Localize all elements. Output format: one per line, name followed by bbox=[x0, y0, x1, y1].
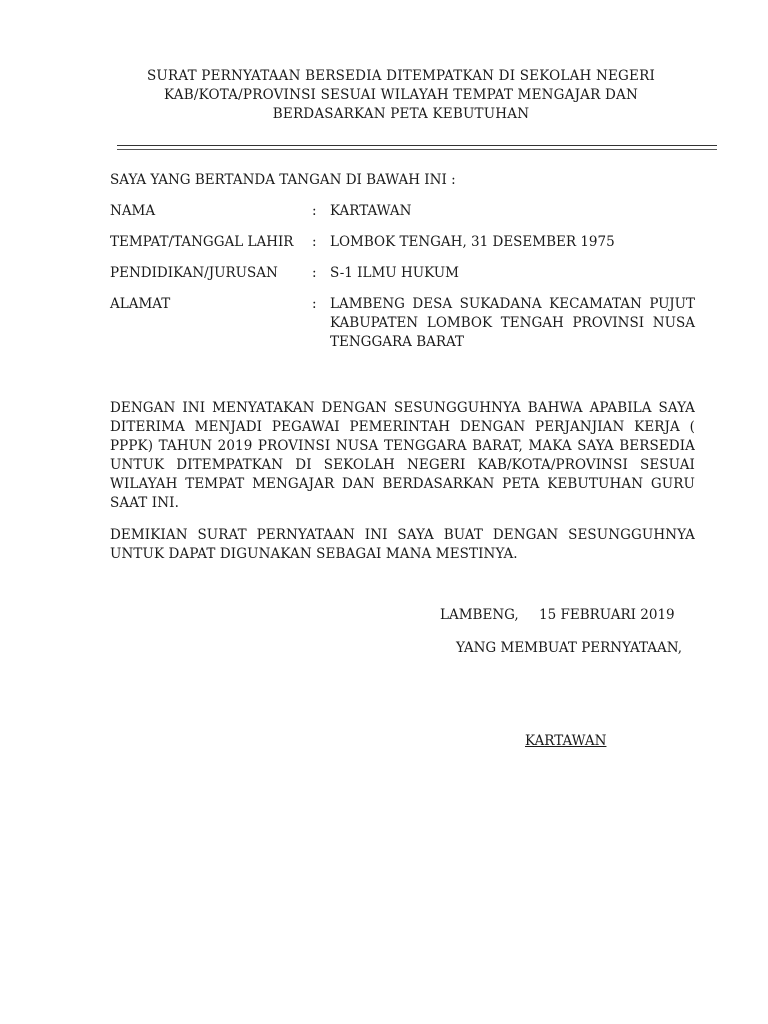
closing-paragraph: DEMIKIAN SURAT PERNYATAAN INI SAYA BUAT DENGAN SESUNGGUHNYA UNTUK DAPAT DIGUNAKAN SEBAGAI MANA MESTINYA. bbox=[110, 527, 695, 562]
title-line-2: KAB/KOTA/PROVINSI SESUAI WILAYAH TEMPAT MENGAJAR DAN bbox=[164, 87, 638, 103]
header-divider-top bbox=[117, 145, 717, 146]
field-colon: : bbox=[312, 296, 317, 312]
field-label-address: ALAMAT bbox=[110, 296, 171, 312]
title-line-3: BERDASARKAN PETA KEBUTUHAN bbox=[272, 106, 530, 122]
field-label-birth: TEMPAT/TANGGAL LAHIR bbox=[110, 234, 294, 250]
signature-maker-label: YANG MEMBUAT PERNYATAAN, bbox=[456, 640, 682, 656]
field-colon: : bbox=[312, 234, 317, 250]
signature-date: 15 FEBRUARI 2019 bbox=[539, 607, 675, 623]
field-value-birth: LOMBOK TENGAH, 31 DESEMBER 1975 bbox=[330, 234, 615, 250]
document-title bbox=[100, 67, 702, 124]
title-line-1: SURAT PERNYATAAN BERSEDIA DITEMPATKAN DI SEKOLAH NEGERI bbox=[146, 68, 655, 84]
field-label-education: PENDIDIKAN/JURUSAN bbox=[110, 265, 278, 281]
header-divider-bottom bbox=[117, 149, 717, 150]
field-colon: : bbox=[312, 203, 317, 219]
statement-paragraph: DENGAN INI MENYATAKAN DENGAN SESUNGGUHNYA BAHWA APABILA SAYA DITERIMA MENJADI PEGAWAI PEMERINTAH DENGAN PERJANJIAN KERJA ( PPPK) TAHUN 2019 PROVINSI NUSA TENGGARA BARAT, MAKA SAYA BERSEDIA UNTUK DITEMPATKAN DI SEKOLAH NEGERI KAB/KOTA/PROVINSI SESUAI WILAYAH TEMPAT MENGAJAR DAN BERDASARKAN PETA KEBUTUHAN GURU SAAT INI. bbox=[110, 400, 695, 511]
signature-name: KARTAWAN bbox=[525, 733, 607, 749]
field-colon: : bbox=[312, 265, 317, 281]
field-value-address: LAMBENG DESA SUKADANA KECAMATAN PUJUT KABUPATEN LOMBOK TENGAH PROVINSI NUSA TENGGARA BARAT bbox=[330, 296, 695, 350]
signature-place: LAMBENG, bbox=[440, 607, 519, 623]
field-value-education: S-1 ILMU HUKUM bbox=[330, 265, 459, 281]
field-value-name: KARTAWAN bbox=[330, 203, 412, 219]
intro-statement: SAYA YANG BERTANDA TANGAN DI BAWAH INI : bbox=[110, 172, 456, 188]
field-label-name: NAMA bbox=[110, 203, 156, 219]
